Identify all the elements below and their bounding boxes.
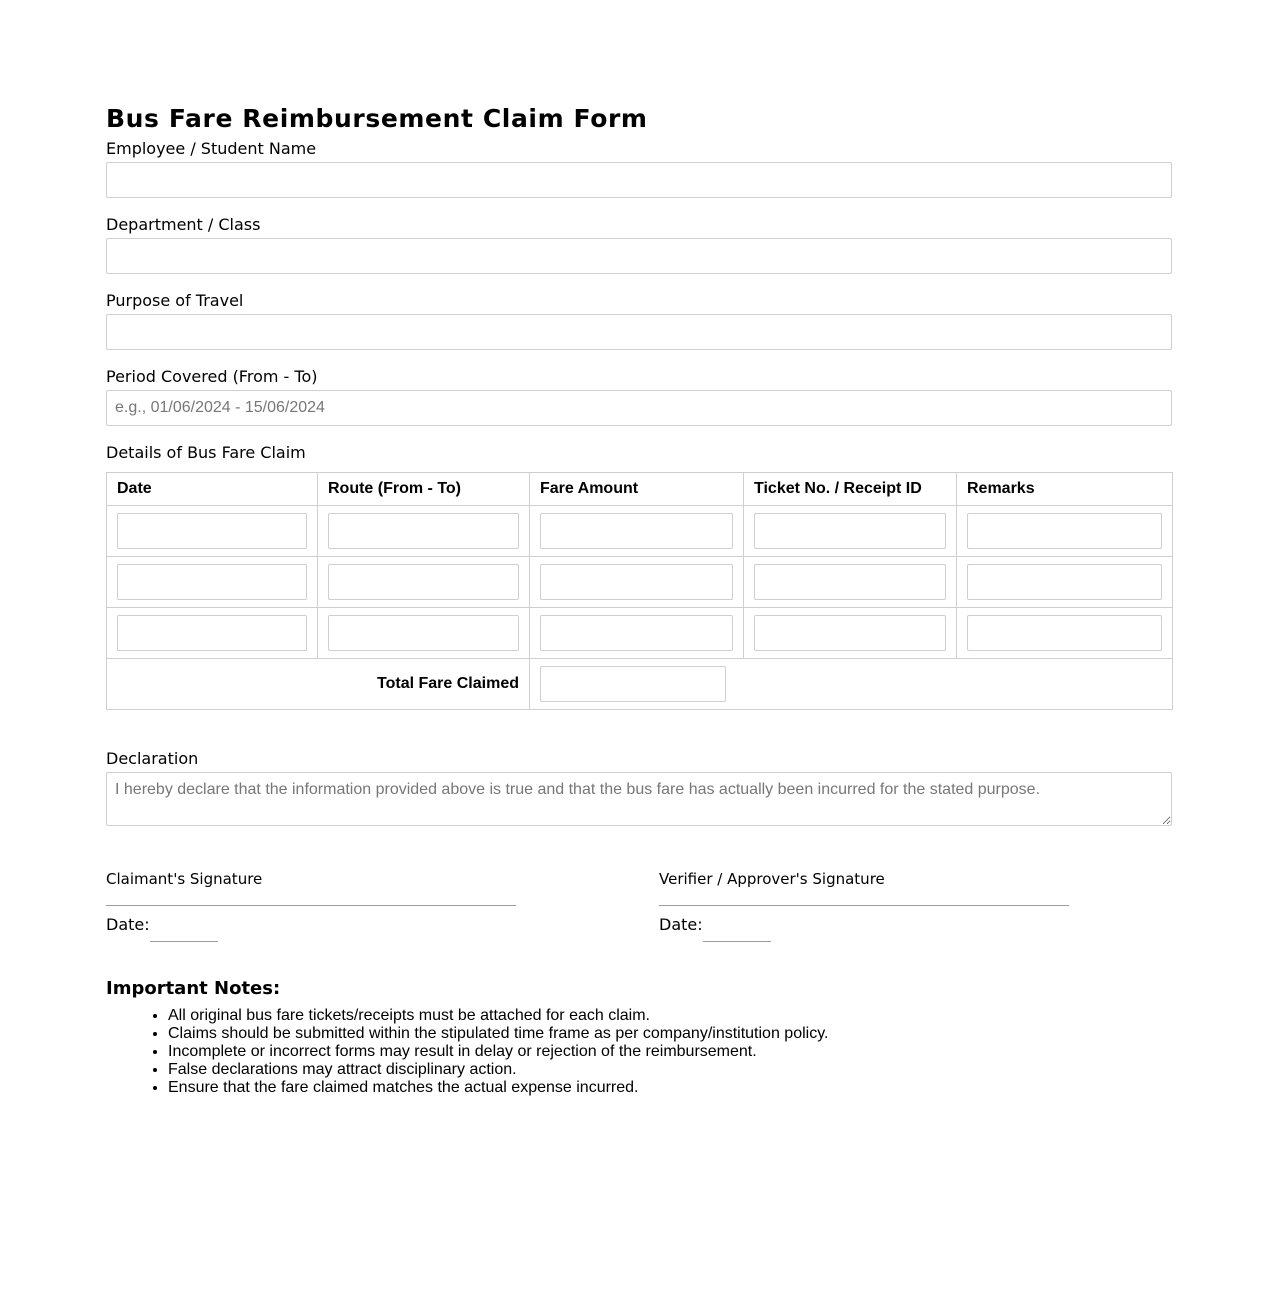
claimant-signature-label: Claimant's Signature xyxy=(106,870,263,888)
remarks-input[interactable] xyxy=(967,513,1162,549)
department-input[interactable] xyxy=(106,238,1172,274)
table-cell xyxy=(318,506,530,557)
table-cell xyxy=(107,506,318,557)
table-cell xyxy=(530,506,744,557)
ticket-input[interactable] xyxy=(754,564,946,600)
approver-signature-label: Verifier / Approver's Signature xyxy=(659,870,885,888)
name-input[interactable] xyxy=(106,162,1172,198)
table-cell xyxy=(744,506,957,557)
declaration-textarea[interactable] xyxy=(106,772,1172,826)
route-input[interactable] xyxy=(328,564,519,600)
date-input[interactable] xyxy=(117,615,307,651)
details-label: Details of Bus Fare Claim xyxy=(106,443,306,462)
table-cell xyxy=(957,506,1173,557)
route-input[interactable] xyxy=(328,615,519,651)
period-label: Period Covered (From - To) xyxy=(106,367,318,386)
fare-input[interactable] xyxy=(540,564,733,600)
column-header-ticket: Ticket No. / Receipt ID xyxy=(744,473,957,506)
name-label: Employee / Student Name xyxy=(106,139,317,158)
column-header-remarks: Remarks xyxy=(957,473,1173,506)
list-item: • Ensure that the fare claimed matches the actual expense incurred. xyxy=(168,1079,828,1097)
total-row xyxy=(107,659,1173,710)
important-notes-title: Important Notes: xyxy=(106,978,281,999)
table-cell xyxy=(318,608,530,659)
claimant-signature-line[interactable] xyxy=(106,905,516,906)
list-item: • Incomplete or incorrect forms may result in delay or rejection of the reimbursement. xyxy=(168,1043,828,1061)
date-input[interactable] xyxy=(117,564,307,600)
table-row xyxy=(107,608,1173,659)
fare-input[interactable] xyxy=(540,513,733,549)
table-cell xyxy=(530,659,1173,710)
list-item: • False declarations may attract disciplinary action. xyxy=(168,1061,828,1079)
claimant-date-label: Date: xyxy=(106,915,150,934)
list-item: • All original bus fare tickets/receipts must be attached for each claim. xyxy=(168,1007,828,1025)
table-cell xyxy=(530,557,744,608)
table-cell xyxy=(318,557,530,608)
table-cell xyxy=(107,557,318,608)
fare-input[interactable] xyxy=(540,615,733,651)
form-title: Bus Fare Reimbursement Claim Form xyxy=(106,104,648,133)
table-cell xyxy=(957,557,1173,608)
remarks-input[interactable] xyxy=(967,564,1162,600)
important-notes-list xyxy=(106,1007,828,1097)
table-row xyxy=(107,557,1173,608)
total-fare-input[interactable] xyxy=(540,666,726,702)
table-cell xyxy=(957,608,1173,659)
remarks-input[interactable] xyxy=(967,615,1162,651)
table-row xyxy=(107,506,1173,557)
date-input[interactable] xyxy=(117,513,307,549)
total-fare-label: Total Fare Claimed xyxy=(107,659,530,710)
column-header-fare: Fare Amount xyxy=(530,473,744,506)
ticket-input[interactable] xyxy=(754,615,946,651)
declaration-label: Declaration xyxy=(106,749,199,768)
ticket-input[interactable] xyxy=(754,513,946,549)
approver-date-label: Date: xyxy=(659,915,703,934)
table-cell xyxy=(744,557,957,608)
table-cell xyxy=(107,608,318,659)
claim-details-table xyxy=(106,472,1173,710)
period-input[interactable] xyxy=(106,390,1172,426)
purpose-label: Purpose of Travel xyxy=(106,291,244,310)
table-header-row xyxy=(107,473,1173,506)
approver-date-line[interactable] xyxy=(703,941,771,942)
column-header-date: Date xyxy=(107,473,318,506)
table-cell xyxy=(530,608,744,659)
purpose-input[interactable] xyxy=(106,314,1172,350)
claimant-date-line[interactable] xyxy=(150,941,218,942)
list-item: • Claims should be submitted within the stipulated time frame as per company/institution policy. xyxy=(168,1025,828,1043)
approver-signature-line[interactable] xyxy=(659,905,1069,906)
route-input[interactable] xyxy=(328,513,519,549)
department-label: Department / Class xyxy=(106,215,261,234)
table-cell xyxy=(744,608,957,659)
column-header-route: Route (From - To) xyxy=(318,473,530,506)
